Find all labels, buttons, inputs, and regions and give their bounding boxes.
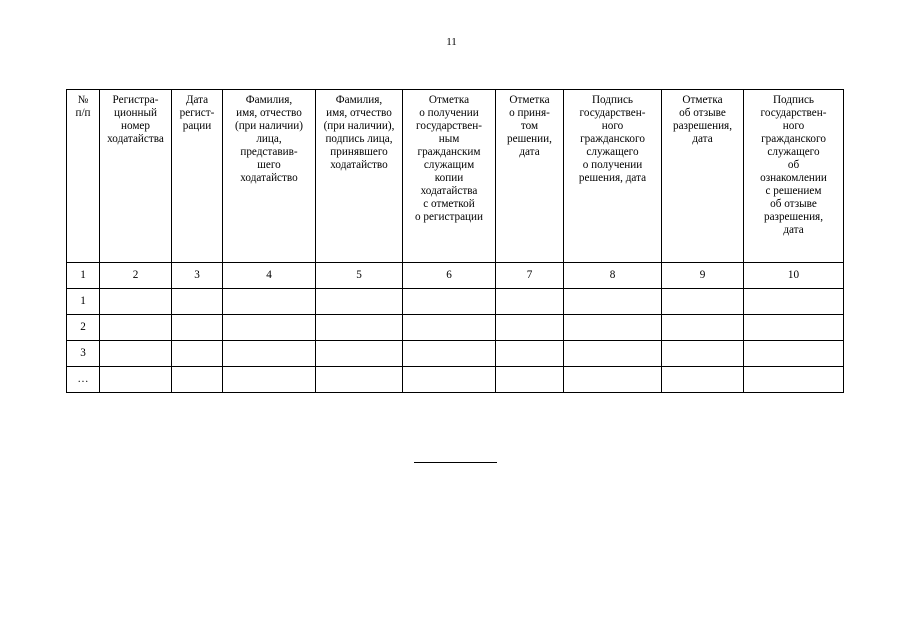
table-cell (403, 289, 496, 315)
header-cell-revocation-mark: Отметка об отзыве разрешения, дата (662, 90, 744, 263)
header-cell-registration-number: Регистра- ционный номер ходатайства (100, 90, 172, 263)
table-row (67, 367, 844, 393)
table-cell (403, 315, 496, 341)
column-number-cell: 5 (316, 263, 403, 289)
table-cell: 3 (67, 341, 100, 367)
header-cell-decision-received-signature: Подпись государствен- ного гражданского служащего о получении решения, дата (564, 90, 662, 263)
table-row (67, 341, 844, 367)
column-number-row (67, 263, 844, 289)
table-cell (100, 341, 172, 367)
table-cell (744, 315, 844, 341)
table-cell (564, 367, 662, 393)
column-number-cell: 3 (172, 263, 223, 289)
registration-table (66, 89, 844, 393)
table-row (67, 289, 844, 315)
table-cell (223, 289, 316, 315)
table-cell (744, 289, 844, 315)
column-number-cell: 4 (223, 263, 316, 289)
table-cell (564, 315, 662, 341)
table-header-row (67, 90, 844, 263)
table-cell: 1 (67, 289, 100, 315)
table-cell (496, 315, 564, 341)
table-cell (744, 341, 844, 367)
column-number-cell: 2 (100, 263, 172, 289)
table-cell (223, 315, 316, 341)
table-cell (316, 367, 403, 393)
table-cell (100, 315, 172, 341)
header-cell-applicant-name: Фамилия, имя, отчество (при наличии) лица, представив- шего ходатайство (223, 90, 316, 263)
header-cell-decision-mark: Отметка о приня- том решении, дата (496, 90, 564, 263)
column-number-cell: 8 (564, 263, 662, 289)
table-cell (403, 367, 496, 393)
column-number-cell: 7 (496, 263, 564, 289)
footer-separator-line (414, 462, 497, 463)
header-cell-registration-date: Дата регист- рации (172, 90, 223, 263)
table-cell (662, 289, 744, 315)
table-cell (662, 341, 744, 367)
table-cell (172, 315, 223, 341)
table-cell (403, 341, 496, 367)
table-cell (316, 289, 403, 315)
header-cell-receiver-name-signature: Фамилия, имя, отчество (при наличии), подпись лица, принявшего ходатайство (316, 90, 403, 263)
table-cell (744, 367, 844, 393)
table-cell (172, 289, 223, 315)
table-cell (316, 315, 403, 341)
table-cell (496, 341, 564, 367)
table-cell (564, 341, 662, 367)
header-cell-number: № п/п (67, 90, 100, 263)
table-cell (496, 367, 564, 393)
table-cell: … (67, 367, 100, 393)
table-cell (662, 315, 744, 341)
table-cell (172, 367, 223, 393)
header-cell-revocation-ack-signature: Подпись государствен- ного гражданского служащего об ознакомлении с решением об отзыве разрешения, дата (744, 90, 844, 263)
table-cell (223, 341, 316, 367)
table-row (67, 315, 844, 341)
column-number-cell: 6 (403, 263, 496, 289)
column-number-cell: 1 (67, 263, 100, 289)
table-cell (100, 367, 172, 393)
table-cell (496, 289, 564, 315)
table-cell (662, 367, 744, 393)
column-number-cell: 10 (744, 263, 844, 289)
column-number-cell: 9 (662, 263, 744, 289)
table-cell (223, 367, 316, 393)
table-cell: 2 (67, 315, 100, 341)
page-number: 11 (446, 36, 457, 48)
table-cell (316, 341, 403, 367)
table-cell (564, 289, 662, 315)
table-cell (172, 341, 223, 367)
header-cell-copy-received-mark: Отметка о получении государствен- ным гражданским служащим копии ходатайства с отметкой о регистрации (403, 90, 496, 263)
table-cell (100, 289, 172, 315)
